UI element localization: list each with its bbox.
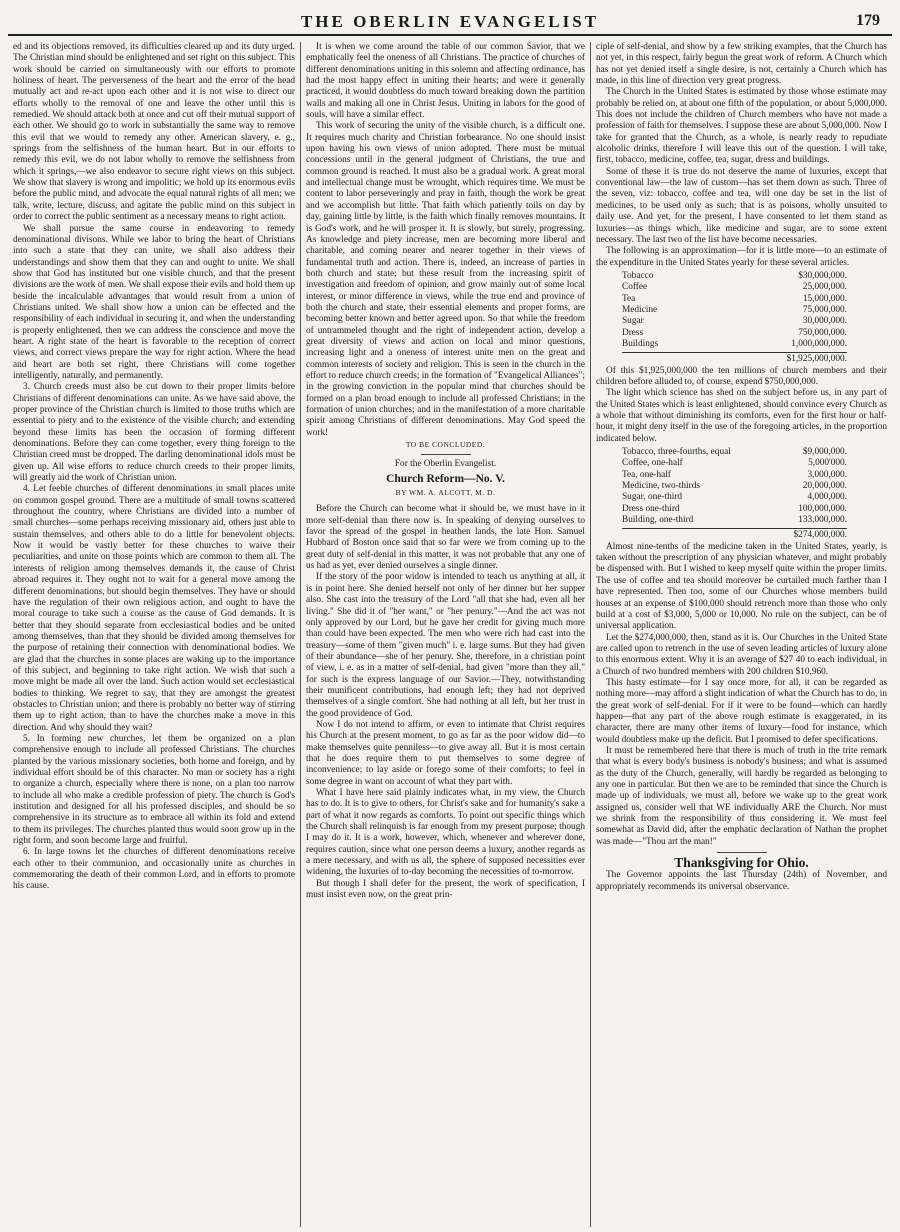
divider [421,454,471,455]
table-item: Medicine [622,304,658,315]
paragraph: We shall pursue the same course in endeavoring to remedy denominational divisons. While we labor to bring the heart of Christians into such a state that they can unite, we shall also address their understandings and show them that they can and ought to unite. We shall show that God has instituted but one visible church, and that the present divisions are the work of men. We shall expose their evils and hold them up beside the incalculable advantages that would result from a union of Christians united. We shall show how a union can be effected and the responsibility of each individual in securing it, and when the understanding is properly enlightened, then we can address the conscience and move the heart. A right state of the heart is favorable to the reception of correct views, and correct views prepare the way for right action. Where the head and heart are both set right, there Christians will come together intelligently, naturally, and permanently. [13,223,295,381]
column-1 [8,42,301,1227]
table-row [622,470,847,481]
table-item: Dress one-third [622,503,680,514]
paragraph: This work of securing the unity of the visible church, is a difficult one. It requires much charity and Christian forbearance. No one should insist upon having his own views of union adopted. There must be mutual concessions until in the general judgment of Christians, the true and common ground is reached. It must also be a gradual work. A great moral and intellectual change must be wrought, which requires time. We must be content to labor perseveringly and pray in faith, though the work be great and we accomplish but little. That faith which patiently toils on day by day, gaining little by little, is the faith which finally removes mountains. It is God's work, and he will prosper it. It is slowly, but surely, progressing. As knowledge and piety increase, men are becoming more liberal and charitable, and coming nearer and nearer together in their views of fundamental truth and action. There is, indeed, an increase of parties in both church and state; but these result from the increasing spirit of investigation and freedom of opinion, and grow mainly out of some local interest, or minor difference in views, while the true end and province of both the church and state, their essential elements and proper forms, are becoming better known and better agreed upon. So that while the freedom of untrammeled thought and the right of independent action, develop a great diversity of views and action on local and minor questions, increasing light and a oneness of interest unite men on the great and common interests of society and religion. This is seen in the church in the effort to reduce church creeds; in the formation of "Evangelical Alliances"; in the growing conviction in the popular mind that churches should be formed on a plan broad enough to include all professed Christians; in the formation of union churches; and in the manifestation of a more charitable spirit among Christians of different denominations. May God speed the work! [306,121,585,438]
table-item: Sugar, one-third [622,492,683,503]
paragraph: 6. In large towns let the churches of different denominations receive each other to their communion, and occasionally unite as churches in commemorating the death of their common Lord, and in efforts to promote his cause. [13,847,295,892]
column-2 [301,42,591,1227]
paragraph: ed and its objections removed, its difficulties cleared up and its duty urged. The Christian mind should be enlightened and set right on this subject. This work should be carried on simultaneously with our efforts to promote holiness of heart. The perverseness of the heart and the error of the head mutually act and re-act upon each other and it is not wise to direct our efforts wholly to the removal of one and leave the other until this is remedied. We should attack both at once and cut off their mutual support of each other. We should go to work in substantially the same way to remove this evil that we would to remedy any other. American slavery, e. g., springs from the selfishness of the human heart. But in our efforts to remedy this evil, we do not labor wholly to remove the selfishness from which it springs,—we also endeavor to secure right views on this subject. We show that slavery is wrong and impolitic; we hold up its enormous evils before the public mind, and advocate the equal natural rights of all men; we talk, write, lecture, discuss, and agitate the public mind on this subject in order to correct the public sentiment as a necessary means to right action. [13,42,295,223]
column-3 [591,42,892,1227]
table-item: Coffee, one-half [622,458,683,469]
table-amount: 15,000,000. [802,293,847,304]
table-row [622,294,847,305]
paragraph: Some of these it is true do not deserve the name of luxuries, except that conventional law—the law of custom—has set them down as such. Three of the seven, viz: tobacco, coffee and tea, will one day be set in the list of medicines, to be used only as such; that is as poisons, wholly unsuited to daily use. And yet, for the present, I have consented to let them stand as luxuries—as things which, like medicine and sugar, are to some extent necessary. The last two of the list have become necessaries. [596,166,887,245]
byline: BY WM. A. ALCOTT, M. D. [395,488,496,498]
paragraph: This hasty estimate—for I say once more, for all, it can be regarded as nothing more—may afford a slight indication of what the Church has to do, in the great work of self-denial. For if it were to be found—which can hardly happen—that any part of the above rough estimate is exaggerated, in its character, there are many other items of luxury—food for instance, which would doubtless make up the deficit. But I promised to defer specifications. [596,677,887,745]
table-amount: 4,000,000. [807,492,847,503]
paragraph: The following is an approximation—for it is little more—to an estimate of the expenditure in the United States yearly for these several articles. [596,246,887,268]
table-amount: 20,000,000. [802,481,847,492]
table-amount: 75,000,000. [802,304,847,315]
paragraph: 5. In forming new churches, let them be organized on a plan comprehensive enough to include all professed Christians. The churches planted by the various missionary societies, both home and foreign, and by individual effort should be of this character. No man or society has a right to organize a church, especially where there is none, on a plan too narrow to include all who make a credible profession of piety. The church is God's institution and designed for all his professed disciples, and should be so comprehensive in its structure as to embrace all within its fold and extend to them its privileges. The churches planted thus would soon grow up in the right form, and soon become large and fruitful. [13,733,295,847]
table-item: Medicine, two-thirds [622,481,700,492]
thanksgiving-title: Thanksgiving for Ohio. [674,855,809,871]
paragraph: It is when we come around the table of our common Savior, that we emphatically feel the oneness of all Christians. The practice of churches of different denominations uniting in this solemn and affecting ordinance, has had the most happy effect in uniting their hearts; and were it generally practiced, it would doubtless do much toward breaking down the partition walls and making all one in Christ Jesus. Uniting in labors for the good of souls, will have a similar effect. [306,42,586,121]
table-row [622,271,847,282]
table-amount: 100,000,000. [798,503,847,514]
table-item: Sugar [622,316,644,327]
table-amount: 30,000,000. [802,316,847,327]
table-amount: 750,000,000. [798,327,847,338]
self-denial-table [622,447,847,526]
masthead [8,8,892,36]
table-total: $274,000,000. [622,528,847,541]
paragraph: But though I shall defer for the present, the work of specification, I must insist even now, on the great prin- [306,878,585,901]
paragraph: 4. Let feeble churches of different denominations in small places unite on common gospel ground. There are a multitude of small towns scattered throughout the country, where Christians are divided into a number of small churches—some perhaps receiving missionary aid, others just able to sustain themselves, and others able to do a little for benevolent objects. Now it would be vastly better for these churches to waive their peculiarities, and unite on those points which are common to them all. The interests of religion among themselves demands it, the cause of Christ abroad requires it. They ought not to wait for a general move among the different denominations, but should begin themselves. They have or should have the regulation of their own religious action, and ought to have the moral courage to take such a course as the cause of God demands. It is better that they should separate from ecclesiastical bodies and be united among themselves, than that they should be divided among themselves for the purpose of retaining their connection with denominational bodies. We are glad that the churches in some places are waking up to the importance of this subject, and beginning to take right action. We wish that such a move might be made all over the land. Such action would set ecclesiastical bodies to thinking. We regret to say, that they are amongst the greatest obstacles to Christian union; and there is probably no better way of stirring them up to right action, than to have the churches make a move in this direction. And why should they wait? [13,484,295,733]
table-item: Tobacco [622,270,654,281]
for-line: For the Oberlin Evangelist. [394,459,497,470]
table-amount: 25,000,000. [802,282,847,293]
table-item: Dress [622,327,644,338]
table-row [622,481,847,492]
paragraph: It must be remembered here that there is much of truth in the trite remark that what is every body's business is nobody's business; and what is assumed as the duty of the Church, generally, will hardly be regarded as belonging to any one in particular. But then we are to be reminded that since the Church is made up of individuals, we must all, before we wake up to the great work assigned us, consider well that WE individually ARE the Church. Nor must we shrink from the responsibility of thus considering it. We must feel somewhat as David did, after the emphatic declaration of Nathan the prophet was made—"Thou art the man!" [596,745,887,847]
paragraph: Let the $274,000,000, then, stand as it is. Our Churches in the United State are called upon to retrench in the use of seven leading articles of luxury alone to this enormous extent. Why it is an average of $27 40 to each individual, in a Church of two hundred members with 200 children $10,960. [596,632,887,677]
paragraph: If the story of the poor widow is intended to teach us anything at all, it is in point here. She denied herself not only of her dinner but her supper also. She cast into the treasury of the Lord "all that she had, even all her living." She did it of "her want," or "her penury."—And the act was not only approved by our Lord, but he gave her credit for giving much more than could have been expected. The men who were rich had cast into the treasury—some of them "given much" i. e. large sums. But they had given of their abundance—she of her penury. She, therefore, in a christian point of view, i. e. as in a matter of self-denial, had given "more than they all," for such is the express language of our Savior.—They, notwithstanding their munificent contributions, had enough left; they had not deprived themselves of a single comfort. She had nothing at all left, but her trust in the good providence of God. [306,572,585,719]
paragraph: The Church in the United States is estimated by those whose estimate may probably be relied on, at about one fifth of the population, or about 5,000,000. This does not include the children of Church members who have not made a profession of faith for themselves. I suppose these are about 5,000,000. Now I take for granted that the Church, as a whole, is nearly ready to repudiate alcoholic drinks, therefore I will leave this out of the question. I will take, first, tobacco, medicine, coffee, tea, sugar, dress and buildings. [596,87,887,166]
paragraph: 3. Church creeds must also be cut down to their proper limits before Christians of different denominations can unite. As we have said above, the proper province of the Christian church is limited to those truths which are essential to piety and to the existence of the visible church; and extending beyond these limits has been the occasion of forming different denominations. Before they can come together, every thing foreign to the Christian creed must be dropped. The darling denominational idols must be given up. All wise efforts to reduce church creeds to their proper limits, will greatly aid the work of Christian union. [13,382,295,484]
paragraph: What I have here said plainly indicates what, in my view, the Church has to do. It is to give to others, for Christ's sake and for humanity's sake a part of what it now regards as comforts. To point out specific things which the Church shall relinquish is far enough from my present purpose; though I may do it. It is a work, however, which, whenever and wherever done, requires caution, since what one person deems a luxury, another regards as a mere necessary, and with us all, the sphere of supposed necessities ever widening, the luxuries of to-day becoming the necessities of to-morrow. [306,788,585,878]
table-total: $1,925,000,000. [622,352,847,365]
to-be-concluded: TO BE CONCLUDED. [405,440,486,450]
page-number: 179 [856,12,880,29]
expenditure-table [622,271,847,350]
table-row [622,504,847,515]
paragraph: The light which science has shed on the subject before us, in any part of the United States which is least enlightened, should convince every Church as a whole that without diminishing its comforts, even for the first hour or half-hour, it might deny itself in the use of the foregoing articles, in the proportion indicated below. [596,388,887,444]
table-row [622,305,847,316]
table-item: Tea [622,293,636,304]
table-item: Coffee [622,282,648,293]
table-item: Building, one-third [622,515,694,526]
table-item: Tea, one-half [622,469,671,480]
paragraph: Before the Church can become what it should be, we must have in it more self-denial than there now is. In speaking of denying ourselves to favor the spread of the gospel in heathen lands, the late Hon. Samuel Hubbard of Boston once said that so far were we from coming up to the great duty of self-denial in this matter, it was not probable that any one of us had as yet, ever denied ourselves a single dinner. [306,504,585,572]
paragraph: Almost nine-tenths of the medicine taken in the United States, yearly, is taken without the prescription of any physician whatever, and might probably be dispensed with. But I wished to keep myself quite within the proper limits. The use of coffee and tea should moreover be curtailed much farther than I have represented. Then too, some of our Churches whose members build houses at an expense of $100,000 should retrench more than those who only build at a cost of $3,000, 5,000 or 10,000. No rule on the subject, can be of universal application. [596,541,887,632]
table-amount: 133,000,000. [798,515,847,526]
paragraph: Of this $1,925,000,000 the ten millions of church members and their children before alluded to, of course, expend $750,000,000. [596,365,887,387]
paragraph: ciple of self-denial, and show by a few striking examples, that the Church has not yet, in this respect, fairly begun the great work of reform. A Church which has not yet denied itself a single desire, is not, certainly a Church which has made, in this line of direction very great progress. [596,42,887,87]
article-title: Church Reform—No. V. [386,472,505,485]
table-row [622,458,847,469]
table-amount: 5,000'000. [808,458,847,469]
table-amount: 1,000,000,000. [791,338,847,349]
table-row [622,282,847,293]
table-amount: $30,000,000. [798,270,847,281]
divider [717,852,767,853]
paragraph: Now I do not intend to affirm, or even to intimate that Christ requires his Church at the present moment, to go as far as the poor widow did—to make themselves quite penniless—to give away all. But it is most certain that he does require them to put themselves to some degree of inconvenience; to lay aside or forego some of their comforts; to feel in some degree in want on account of what they part with. [306,719,585,787]
table-row [622,447,847,458]
table-row [622,492,847,503]
article-columns [8,42,892,1227]
paragraph: The Governor appoints the last Thursday (24th) of November, and appropriately recommends its universal observance. [596,870,887,892]
table-amount: $9,000,000. [802,447,847,458]
table-item: Tobacco, three-fourths, equal [622,447,731,458]
table-row [622,328,847,339]
table-row [622,515,847,526]
page-title: THE OBERLIN EVANGELIST [300,12,600,31]
table-item: Buildings [622,338,659,349]
table-row [622,339,847,350]
table-amount: 3,000,000. [807,469,847,480]
table-row [622,316,847,327]
